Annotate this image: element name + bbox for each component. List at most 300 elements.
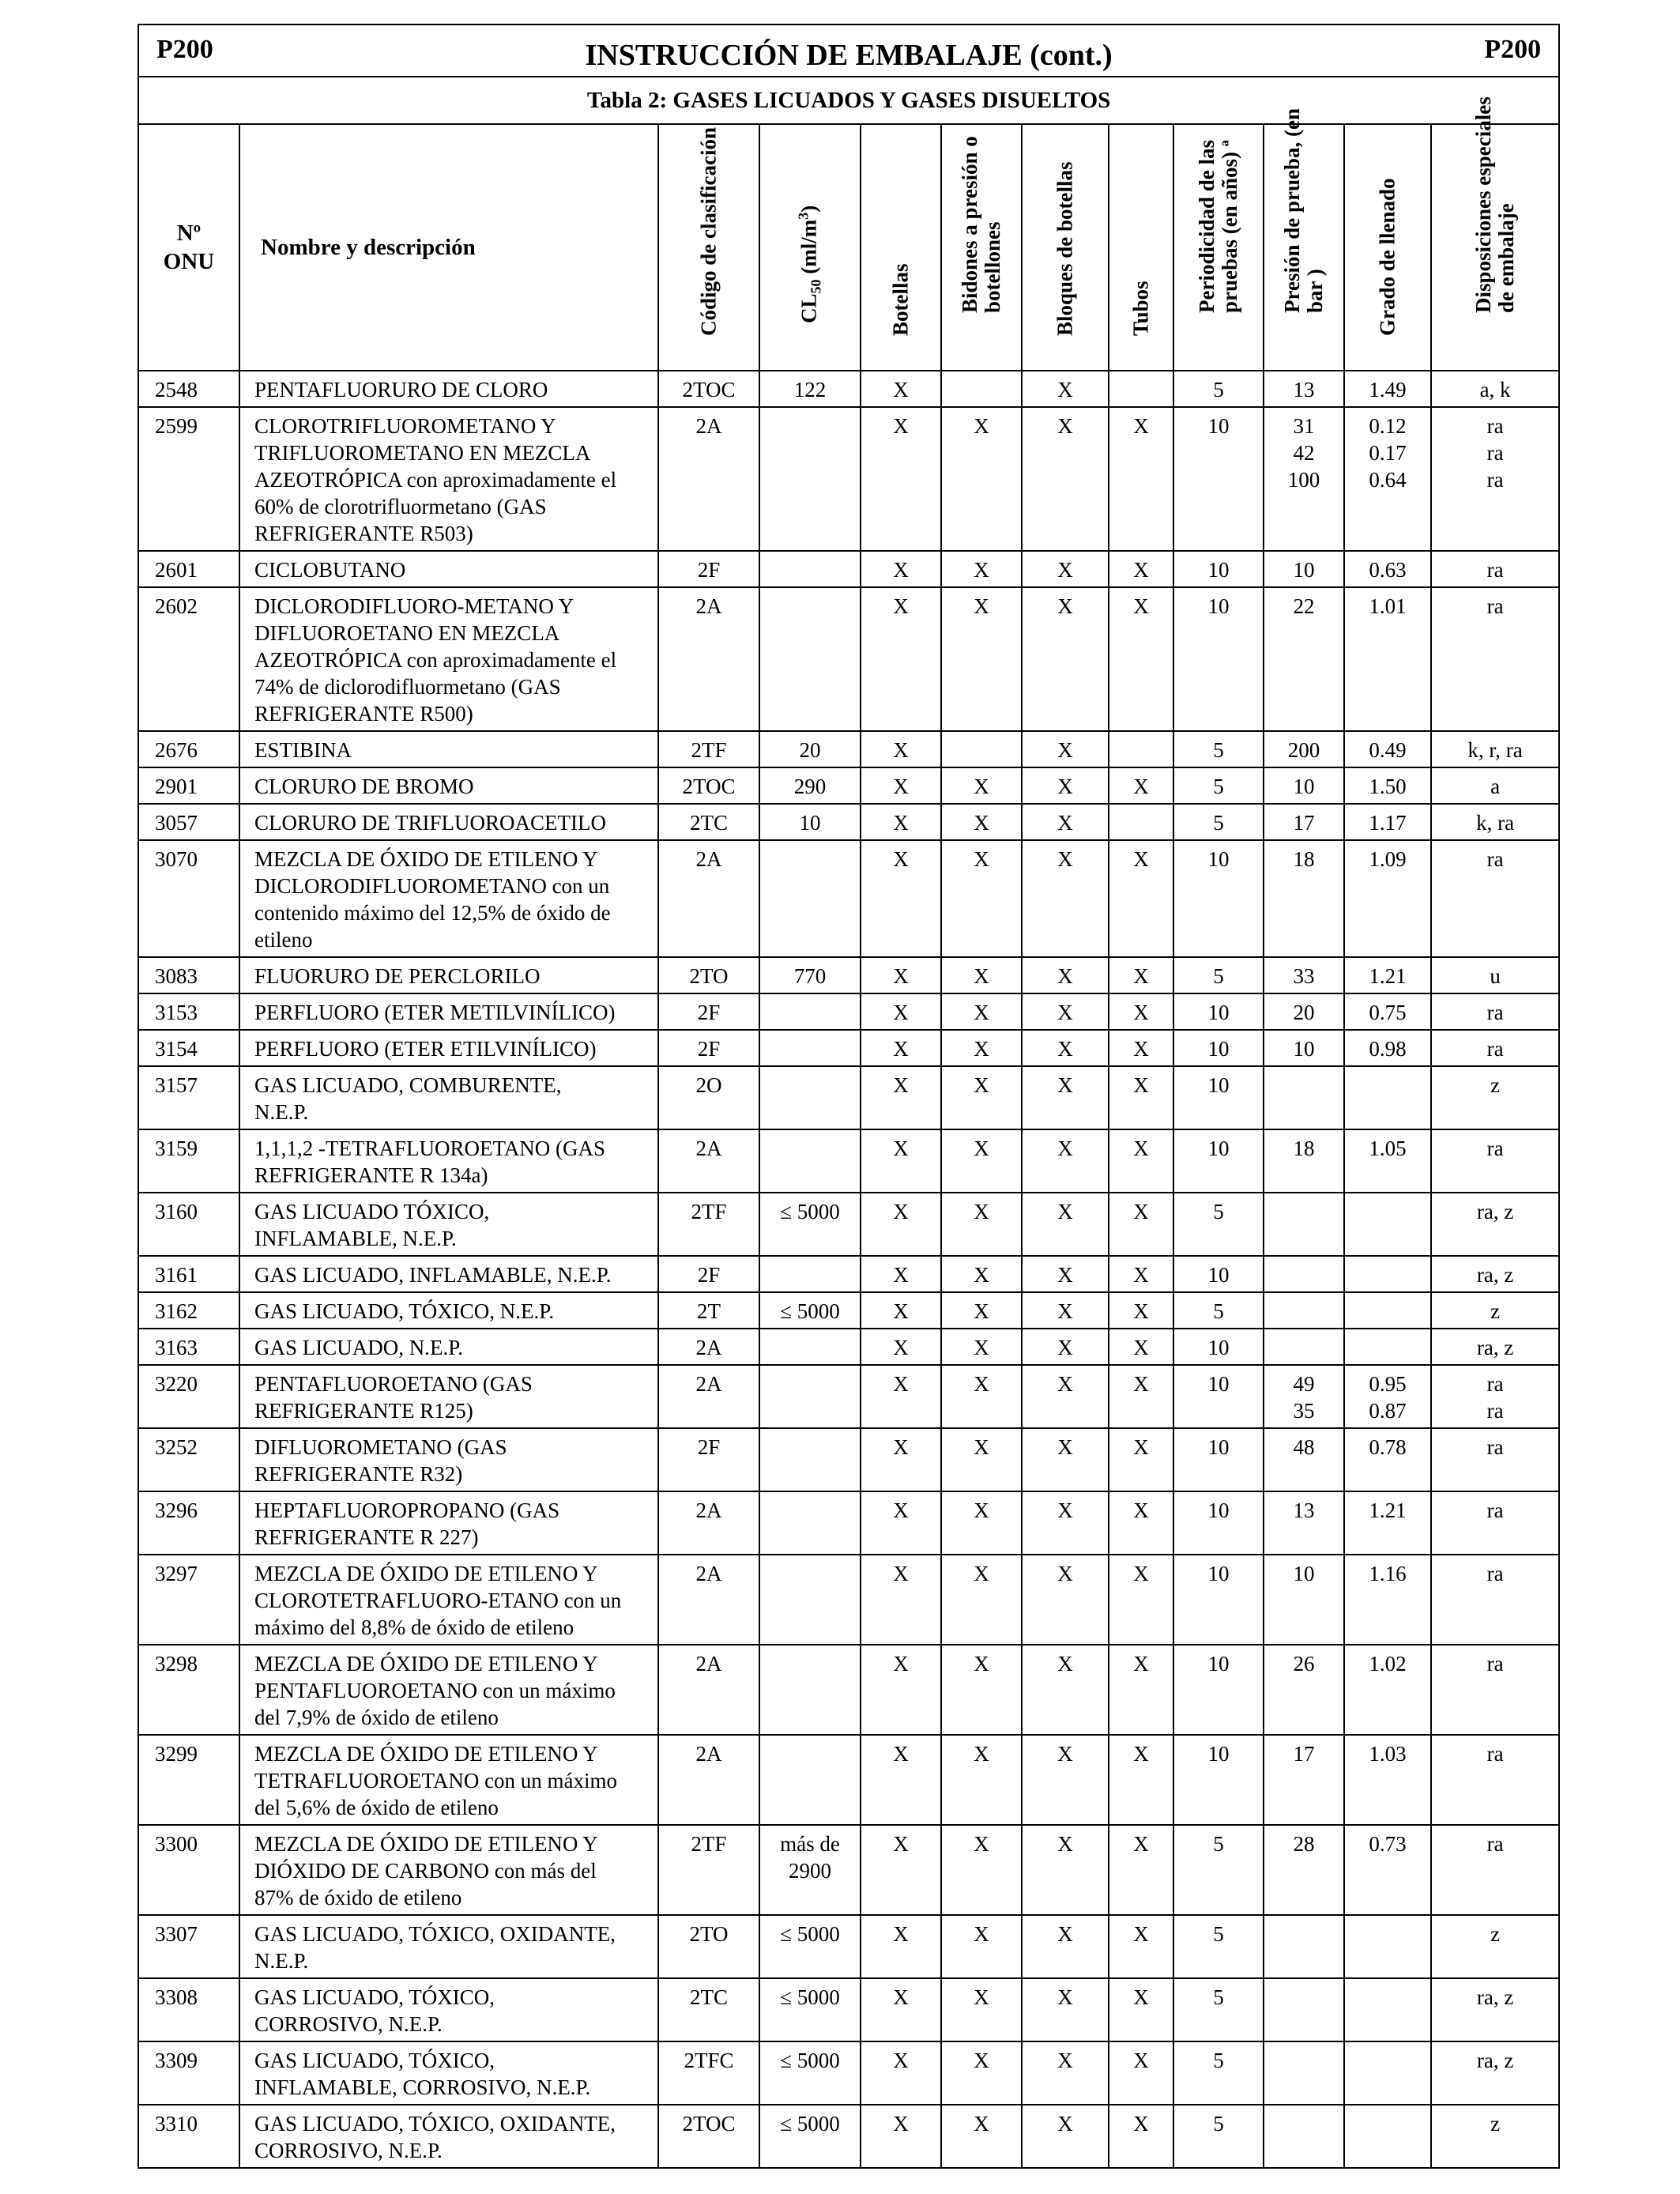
cell-lc50 [759,1555,861,1645]
cell-tubes: X [1109,1491,1173,1555]
cell-classification-code: 2A [658,1491,759,1555]
cell-test-pressure: 28 [1264,1825,1344,1915]
cell-classification-code: 2TO [658,957,759,993]
cell-pressure-drums [941,371,1022,407]
cell-tubes: X [1109,1030,1173,1066]
cell-pressure-drums: X [941,1645,1022,1735]
cell-name-description: GAS LICUADO, TÓXICO, OXIDANTE, CORROSIVO, N.E.P. [239,2105,658,2168]
cell-classification-code: 2A [658,407,759,551]
table-row [138,1735,1559,1825]
cell-lc50 [759,1735,861,1825]
cell-special-provisions: u [1431,957,1559,993]
cell-test-pressure [1264,1193,1344,1256]
cell-pressure-drums: X [941,1915,1022,1978]
cell-bottle-bundles: X [1022,1030,1109,1066]
cell-classification-code: 2TF [658,1825,759,1915]
table-row [138,1193,1559,1256]
cell-classification-code: 2A [658,1365,759,1428]
cell-test-period: 10 [1173,1129,1264,1193]
cell-classification-code: 2F [658,551,759,587]
header-onu-number: Nº ONU [138,124,239,371]
table-row [138,1978,1559,2041]
cell-name-description: CLOROTRIFLUOROMETANO Y TRIFLUOROMETANO EN MEZCLA AZEOTRÓPICA con aproximadamente el 60% de clorotrifluormetano (GAS REFRIGERANTE R503) [239,407,658,551]
cell-pressure-drums: X [941,1129,1022,1193]
instruction-code-left: P200 [156,35,213,64]
cell-lc50 [759,1066,861,1129]
cell-special-provisions: ra ra ra [1431,407,1559,551]
cell-test-period: 10 [1173,1645,1264,1735]
cell-tubes [1109,371,1173,407]
cell-tubes: X [1109,1365,1173,1428]
cell-special-provisions: z [1431,2105,1559,2168]
cell-bottle-bundles: X [1022,840,1109,957]
cell-lc50: ≤ 5000 [759,1978,861,2041]
cell-name-description: 1,1,1,2 -TETRAFLUOROETANO (GAS REFRIGERANTE R 134a) [239,1129,658,1193]
cell-filling-ratio [1344,1193,1431,1256]
cell-test-period: 5 [1173,1193,1264,1256]
cell-test-pressure [1264,1066,1344,1129]
cell-test-period: 10 [1173,1329,1264,1365]
cell-name-description: MEZCLA DE ÓXIDO DE ETILENO Y DIÓXIDO DE CARBONO con más del 87% de óxido de etileno [239,1825,658,1915]
cell-name-description: GAS LICUADO, TÓXICO, OXIDANTE, N.E.P. [239,1915,658,1978]
cell-bottles: X [861,767,941,804]
table-row [138,1329,1559,1365]
cell-classification-code: 2F [658,1256,759,1292]
cell-onu-number: 3083 [138,957,239,993]
cell-classification-code: 2F [658,1030,759,1066]
cell-test-period: 5 [1173,957,1264,993]
cell-bottle-bundles: X [1022,1129,1109,1193]
cell-bottle-bundles: X [1022,1978,1109,2041]
cell-onu-number: 3159 [138,1129,239,1193]
cell-pressure-drums: X [941,587,1022,731]
table-row [138,993,1559,1030]
cell-bottle-bundles: X [1022,371,1109,407]
table-row [138,2041,1559,2105]
cell-pressure-drums: X [941,1428,1022,1491]
cell-name-description: HEPTAFLUOROPROPANO (GAS REFRIGERANTE R 227) [239,1491,658,1555]
cell-test-pressure: 22 [1264,587,1344,731]
header-bottles: Botellas [861,124,941,371]
cell-name-description: DIFLUOROMETANO (GAS REFRIGERANTE R32) [239,1428,658,1491]
cell-special-provisions: ra [1431,1030,1559,1066]
cell-tubes: X [1109,1256,1173,1292]
table-row [138,767,1559,804]
cell-bottle-bundles: X [1022,1428,1109,1491]
cell-bottle-bundles: X [1022,2041,1109,2105]
cell-tubes: X [1109,1193,1173,1256]
cell-pressure-drums: X [941,1491,1022,1555]
cell-bottle-bundles: X [1022,551,1109,587]
cell-bottle-bundles: X [1022,587,1109,731]
cell-lc50: más de 2900 [759,1825,861,1915]
cell-bottles: X [861,1129,941,1193]
cell-lc50 [759,1030,861,1066]
cell-test-pressure: 26 [1264,1645,1344,1735]
cell-tubes: X [1109,1645,1173,1735]
cell-test-period: 5 [1173,731,1264,767]
cell-bottles: X [861,551,941,587]
cell-special-provisions: z [1431,1915,1559,1978]
header-filling-ratio: Grado de llenado [1344,124,1431,371]
cell-special-provisions: ra [1431,1555,1559,1645]
table-row [138,1555,1559,1645]
cell-tubes: X [1109,2105,1173,2168]
cell-bottle-bundles: X [1022,731,1109,767]
cell-filling-ratio [1344,2041,1431,2105]
cell-tubes: X [1109,767,1173,804]
cell-filling-ratio [1344,1978,1431,2041]
cell-name-description: GAS LICUADO, TÓXICO, CORROSIVO, N.E.P. [239,1978,658,2041]
cell-onu-number: 2602 [138,587,239,731]
page-header [138,25,1559,77]
cell-classification-code: 2TOC [658,2105,759,2168]
cell-lc50 [759,1329,861,1365]
cell-classification-code: 2TC [658,1978,759,2041]
table-row [138,551,1559,587]
cell-test-pressure [1264,1978,1344,2041]
cell-test-period: 5 [1173,1825,1264,1915]
cell-onu-number: 3160 [138,1193,239,1256]
header-name-description: Nombre y descripción [239,124,658,371]
cell-bottles: X [861,1735,941,1825]
cell-tubes: X [1109,407,1173,551]
cell-lc50: 770 [759,957,861,993]
cell-bottles: X [861,840,941,957]
table-row [138,1030,1559,1066]
cell-lc50: 290 [759,767,861,804]
table-row [138,1066,1559,1129]
cell-bottles: X [861,993,941,1030]
cell-pressure-drums: X [941,1825,1022,1915]
cell-onu-number: 3154 [138,1030,239,1066]
cell-onu-number: 2599 [138,407,239,551]
cell-name-description: GAS LICUADO, INFLAMABLE, N.E.P. [239,1256,658,1292]
cell-bottles: X [861,1066,941,1129]
cell-test-pressure [1264,2105,1344,2168]
cell-test-period: 5 [1173,1915,1264,1978]
cell-special-provisions: ra [1431,1735,1559,1825]
cell-onu-number: 3252 [138,1428,239,1491]
cell-name-description: CICLOBUTANO [239,551,658,587]
cell-test-period: 10 [1173,1735,1264,1825]
cell-name-description: CLORURO DE BROMO [239,767,658,804]
cell-tubes: X [1109,1292,1173,1329]
cell-filling-ratio: 0.78 [1344,1428,1431,1491]
cell-pressure-drums: X [941,1978,1022,2041]
cell-pressure-drums: X [941,1256,1022,1292]
table-row [138,1645,1559,1735]
cell-classification-code: 2T [658,1292,759,1329]
cell-classification-code: 2TF [658,1193,759,1256]
cell-onu-number: 3057 [138,804,239,840]
cell-pressure-drums: X [941,1555,1022,1645]
cell-classification-code: 2F [658,1428,759,1491]
cell-test-pressure [1264,1915,1344,1978]
cell-bottle-bundles: X [1022,1066,1109,1129]
cell-test-period: 10 [1173,840,1264,957]
cell-test-pressure: 10 [1264,1030,1344,1066]
cell-onu-number: 2901 [138,767,239,804]
cell-filling-ratio: 1.21 [1344,957,1431,993]
cell-lc50 [759,1428,861,1491]
header-test-period: Periodicidad de las pruebas (en años) ª [1173,124,1264,371]
cell-test-period: 10 [1173,1428,1264,1491]
cell-classification-code: 2TFC [658,2041,759,2105]
cell-filling-ratio: 0.95 0.87 [1344,1365,1431,1428]
table-row [138,731,1559,767]
cell-lc50: 122 [759,371,861,407]
cell-bottles: X [861,1915,941,1978]
table-row [138,587,1559,731]
cell-test-period: 5 [1173,371,1264,407]
cell-name-description: GAS LICUADO, TÓXICO, N.E.P. [239,1292,658,1329]
cell-filling-ratio: 1.21 [1344,1491,1431,1555]
cell-tubes: X [1109,2041,1173,2105]
cell-onu-number: 3163 [138,1329,239,1365]
cell-special-provisions: ra, z [1431,2041,1559,2105]
cell-filling-ratio [1344,1256,1431,1292]
cell-bottle-bundles: X [1022,767,1109,804]
cell-pressure-drums: X [941,804,1022,840]
document-page [137,24,1550,2169]
cell-classification-code: 2A [658,587,759,731]
cell-lc50: ≤ 5000 [759,2041,861,2105]
table-row [138,1428,1559,1491]
cell-lc50: ≤ 5000 [759,2105,861,2168]
table-row [138,1491,1559,1555]
cell-classification-code: 2A [658,840,759,957]
cell-pressure-drums: X [941,407,1022,551]
table-row [138,407,1559,551]
cell-tubes: X [1109,1428,1173,1491]
cell-tubes: X [1109,993,1173,1030]
cell-special-provisions: ra [1431,1491,1559,1555]
cell-test-period: 10 [1173,587,1264,731]
cell-special-provisions: k, r, ra [1431,731,1559,767]
cell-bottle-bundles: X [1022,1329,1109,1365]
cell-classification-code: 2F [658,993,759,1030]
cell-onu-number: 3162 [138,1292,239,1329]
cell-test-period: 5 [1173,1978,1264,2041]
cell-tubes: X [1109,1825,1173,1915]
cell-onu-number: 3070 [138,840,239,957]
cell-tubes: X [1109,1915,1173,1978]
cell-test-period: 10 [1173,1256,1264,1292]
cell-special-provisions: z [1431,1292,1559,1329]
header-bottle-bundles: Bloques de botellas [1022,124,1109,371]
cell-onu-number: 3157 [138,1066,239,1129]
cell-tubes [1109,731,1173,767]
cell-name-description: MEZCLA DE ÓXIDO DE ETILENO Y PENTAFLUOROETANO con un máximo del 7,9% de óxido de etileno [239,1645,658,1735]
cell-bottle-bundles: X [1022,1735,1109,1825]
cell-special-provisions: ra [1431,551,1559,587]
cell-bottle-bundles: X [1022,993,1109,1030]
cell-test-pressure: 10 [1264,551,1344,587]
cell-classification-code: 2TF [658,731,759,767]
cell-classification-code: 2TOC [658,371,759,407]
cell-test-pressure: 13 [1264,1491,1344,1555]
table-title: Tabla 2: GASES LICUADOS Y GASES DISUELTOS [138,77,1559,124]
cell-filling-ratio: 1.09 [1344,840,1431,957]
cell-onu-number: 2548 [138,371,239,407]
cell-filling-ratio: 0.63 [1344,551,1431,587]
header-lc50: $CL_{50}$ $(ml/m^3)$ [759,124,861,371]
cell-bottle-bundles: X [1022,1645,1109,1735]
cell-test-period: 10 [1173,1365,1264,1428]
cell-onu-number: 3309 [138,2041,239,2105]
cell-bottles: X [861,371,941,407]
cell-pressure-drums: X [941,1365,1022,1428]
cell-test-pressure: 17 [1264,804,1344,840]
cell-onu-number: 3220 [138,1365,239,1428]
cell-bottles: X [861,804,941,840]
cell-bottles: X [861,1256,941,1292]
cell-lc50: 10 [759,804,861,840]
cell-onu-number: 3310 [138,2105,239,2168]
cell-bottles: X [861,1193,941,1256]
cell-test-period: 5 [1173,767,1264,804]
cell-special-provisions: a, k [1431,371,1559,407]
table-row [138,2105,1559,2168]
cell-classification-code: 2A [658,1129,759,1193]
cell-lc50 [759,1491,861,1555]
cell-special-provisions: ra [1431,993,1559,1030]
cell-special-provisions: ra [1431,840,1559,957]
cell-name-description: ESTIBINA [239,731,658,767]
cell-bottle-bundles: X [1022,2105,1109,2168]
cell-pressure-drums: X [941,1735,1022,1825]
cell-bottle-bundles: X [1022,1825,1109,1915]
cell-pressure-drums [941,731,1022,767]
cell-name-description: PERFLUORO (ETER METILVINÍLICO) [239,993,658,1030]
cell-filling-ratio: 1.16 [1344,1555,1431,1645]
cell-bottle-bundles: X [1022,1193,1109,1256]
cell-bottle-bundles: X [1022,957,1109,993]
cell-test-pressure: 200 [1264,731,1344,767]
cell-special-provisions: a [1431,767,1559,804]
cell-name-description: PERFLUORO (ETER ETILVINÍLICO) [239,1030,658,1066]
cell-pressure-drums: X [941,1030,1022,1066]
cell-bottle-bundles: X [1022,1555,1109,1645]
cell-special-provisions: ra [1431,1645,1559,1735]
cell-onu-number: 3296 [138,1491,239,1555]
cell-bottles: X [861,1329,941,1365]
cell-pressure-drums: X [941,993,1022,1030]
cell-onu-number: 2676 [138,731,239,767]
cell-tubes: X [1109,1555,1173,1645]
packing-instruction-table [137,24,1560,2169]
cell-lc50 [759,407,861,551]
cell-tubes: X [1109,587,1173,731]
cell-test-period: 5 [1173,804,1264,840]
cell-classification-code: 2A [658,1735,759,1825]
cell-pressure-drums: X [941,551,1022,587]
table-row [138,1915,1559,1978]
cell-test-period: 10 [1173,1030,1264,1066]
cell-pressure-drums: X [941,2041,1022,2105]
cell-lc50 [759,993,861,1030]
cell-filling-ratio: 0.75 [1344,993,1431,1030]
table-row [138,957,1559,993]
header-special-provisions: Disposiciones especiales de embalaje [1431,124,1559,371]
table-row [138,1256,1559,1292]
cell-onu-number: 3161 [138,1256,239,1292]
cell-test-period: 5 [1173,1292,1264,1329]
cell-bottles: X [861,2041,941,2105]
cell-filling-ratio [1344,2105,1431,2168]
cell-filling-ratio: 0.98 [1344,1030,1431,1066]
cell-filling-ratio [1344,1292,1431,1329]
cell-bottle-bundles: X [1022,1292,1109,1329]
cell-classification-code: 2A [658,1645,759,1735]
cell-filling-ratio: 0.49 [1344,731,1431,767]
cell-lc50: ≤ 5000 [759,1915,861,1978]
cell-filling-ratio: 0.12 0.17 0.64 [1344,407,1431,551]
cell-lc50 [759,1256,861,1292]
cell-bottles: X [861,1365,941,1428]
cell-bottles: X [861,1030,941,1066]
cell-test-period: 10 [1173,1066,1264,1129]
cell-bottle-bundles: X [1022,407,1109,551]
cell-onu-number: 3308 [138,1978,239,2041]
table-row [138,371,1559,407]
cell-test-pressure: 48 [1264,1428,1344,1491]
cell-lc50 [759,587,861,731]
cell-test-period: 10 [1173,407,1264,551]
cell-name-description: PENTAFLUOROETANO (GAS REFRIGERANTE R125) [239,1365,658,1428]
cell-test-pressure [1264,1329,1344,1365]
cell-filling-ratio: 0.73 [1344,1825,1431,1915]
cell-bottles: X [861,2105,941,2168]
table-row [138,840,1559,957]
cell-bottles: X [861,587,941,731]
cell-special-provisions: ra, z [1431,1193,1559,1256]
cell-test-pressure: 31 42 100 [1264,407,1344,551]
cell-special-provisions: ra, z [1431,1978,1559,2041]
cell-name-description: FLUORURO DE PERCLORILO [239,957,658,993]
cell-tubes: X [1109,1329,1173,1365]
cell-bottle-bundles: X [1022,1256,1109,1292]
cell-classification-code: 2TO [658,1915,759,1978]
cell-special-provisions: ra [1431,1428,1559,1491]
cell-name-description: DICLORODIFLUORO-METANO Y DIFLUOROETANO EN MEZCLA AZEOTRÓPICA con aproximadamente el 74% de diclorodifluormetano (GAS REFRIGERANTE R500) [239,587,658,731]
cell-pressure-drums: X [941,2105,1022,2168]
cell-name-description: MEZCLA DE ÓXIDO DE ETILENO Y CLOROTETRAFLUORO-ETANO con un máximo del 8,8% de óxido de etileno [239,1555,658,1645]
cell-bottles: X [861,1428,941,1491]
cell-test-pressure: 20 [1264,993,1344,1030]
cell-pressure-drums: X [941,1329,1022,1365]
cell-tubes: X [1109,1978,1173,2041]
cell-pressure-drums: X [941,840,1022,957]
cell-bottles: X [861,957,941,993]
cell-special-provisions: ra ra [1431,1365,1559,1428]
cell-bottles: X [861,1978,941,2041]
cell-bottles: X [861,1825,941,1915]
cell-onu-number: 3298 [138,1645,239,1735]
cell-name-description: GAS LICUADO, TÓXICO, INFLAMABLE, CORROSIVO, N.E.P. [239,2041,658,2105]
header-classification-code: Código de clasificación [658,124,759,371]
cell-test-pressure: 10 [1264,1555,1344,1645]
cell-test-period: 5 [1173,2041,1264,2105]
cell-name-description: GAS LICUADO, N.E.P. [239,1329,658,1365]
cell-name-description: GAS LICUADO TÓXICO, INFLAMABLE, N.E.P. [239,1193,658,1256]
cell-classification-code: 2A [658,1555,759,1645]
cell-onu-number: 3297 [138,1555,239,1645]
header-tubes: Tubos [1109,124,1173,371]
page-title: INSTRUCCIÓN DE EMBALAJE (cont.) [585,39,1113,72]
cell-bottle-bundles: X [1022,1915,1109,1978]
